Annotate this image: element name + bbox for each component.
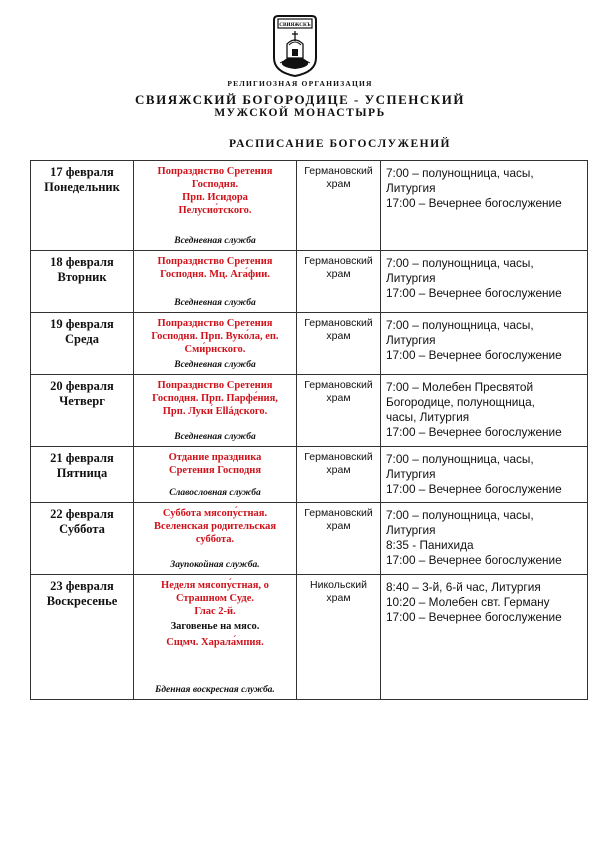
feast-line: Господня. Прп. Вуко́ла, еп. (151, 331, 279, 342)
service-type: Бденная воскресная служба. (155, 685, 275, 695)
org-label: РЕЛИГИОЗНАЯ ОРГАНИЗАЦИЯ (227, 79, 373, 88)
church-name: храм (326, 592, 351, 604)
day-weekday: Суббота (59, 522, 105, 536)
service-time: 17:00 – Вечернее богослужение (386, 196, 562, 210)
feast-line: Попразднство Сретения (157, 166, 273, 177)
church-name: Германовский (304, 317, 373, 329)
service-type: Заупокойная служба. (170, 560, 260, 570)
service-type: Вседневная служба (174, 298, 256, 308)
church-name: храм (326, 520, 351, 532)
day-weekday: Вторник (57, 270, 107, 284)
schedule-row (31, 375, 588, 447)
day-weekday: Четверг (59, 394, 105, 408)
feast-line: Сщмч. Харала́мпия. (166, 637, 264, 648)
feast-line: Попразднство Сретения (157, 256, 273, 267)
day-cell (31, 575, 134, 700)
schedule-row (31, 503, 588, 575)
schedule-title: РАСПИСАНИЕ БОГОСЛУЖЕНИЙ (229, 138, 451, 150)
service-time: 7:00 – полунощница, часы, (386, 452, 534, 466)
service-time: 7:00 – полунощница, часы, (386, 508, 534, 522)
service-time: 17:00 – Вечернее богослужение (386, 610, 562, 624)
logo-lettering: СВИЯЖСКЪ (279, 22, 311, 28)
feast-note: Заговенье на мясо. (170, 621, 260, 632)
feast-cell (134, 251, 297, 313)
church-name: Никольский (310, 579, 367, 591)
service-time: 17:00 – Вечернее богослужение (386, 482, 562, 496)
feast-cell (134, 161, 297, 251)
schedule-row (31, 575, 588, 700)
feast-cell (134, 447, 297, 503)
day-cell (31, 161, 134, 251)
feast-cell (134, 375, 297, 447)
day-date: 17 февраля (50, 165, 114, 179)
feast-line: Вселенская родительская (153, 521, 277, 532)
day-cell (31, 251, 134, 313)
feast-line: Отдание праздника (168, 452, 262, 463)
church-name: Германовский (304, 451, 373, 463)
schedule-row (31, 313, 588, 375)
times-cell (381, 447, 588, 503)
monastery-title-line2: МУЖСКОЙ МОНАСТЫРЬ (214, 107, 386, 119)
church-name: Германовский (304, 165, 373, 177)
church-name: храм (326, 268, 351, 280)
service-time: 7:00 – полунощница, часы, (386, 166, 534, 180)
feast-line: Неделя мясопу́стная, о (161, 580, 269, 591)
service-time: Литургия (386, 333, 436, 347)
feast-line: Страшном Суде. (175, 593, 255, 604)
feast-line: Попразднство Сретения (157, 380, 273, 391)
church-cell (297, 251, 381, 313)
service-type: Вседневная служба (174, 360, 256, 370)
monastery-emblem-icon (270, 14, 320, 78)
times-cell (381, 375, 588, 447)
feast-line: Глас 2-й. (194, 606, 236, 617)
day-weekday: Воскресенье (46, 594, 118, 608)
service-time: часы, Литургия (386, 410, 470, 424)
feast-line: Пелусио́тского. (178, 205, 252, 216)
church-cell (297, 447, 381, 503)
church-name: храм (326, 392, 351, 404)
church-cell (297, 575, 381, 700)
schedule-row (31, 447, 588, 503)
day-weekday: Среда (65, 332, 99, 346)
church-name: Германовский (304, 379, 373, 391)
church-name: храм (326, 464, 351, 476)
times-cell (381, 251, 588, 313)
service-type: Славословная служба (169, 488, 261, 498)
service-time: 7:00 – полунощница, часы, (386, 256, 534, 270)
church-name: храм (326, 330, 351, 342)
monastery-title-line1: СВИЯЖСКИЙ БОГОРОДИЦЕ - УСПЕНСКИЙ (135, 92, 465, 107)
feast-cell (134, 575, 297, 700)
day-cell (31, 313, 134, 375)
service-type: Вседневная служба (174, 432, 256, 442)
service-time: 7:00 – полунощница, часы, (386, 318, 534, 332)
church-name: храм (326, 178, 351, 190)
day-cell (31, 375, 134, 447)
service-time: 17:00 – Вечернее богослужение (386, 425, 562, 439)
feast-line: Прп. Исидора (182, 192, 248, 203)
church-cell (297, 313, 381, 375)
service-time: 7:00 – Молебен Пресвятой (386, 380, 534, 394)
times-cell (381, 161, 588, 251)
feast-line: Прп. Луки́ Elláдского. (162, 406, 268, 417)
feast-line: суббота. (195, 534, 235, 545)
feast-line: Господня. Прп. Парфе́ния, (152, 393, 278, 404)
times-cell (381, 575, 588, 700)
schedule-row (31, 161, 588, 251)
feast-line: Господня. (191, 179, 239, 190)
feast-line: Господня. Мц. Ага́фии. (160, 269, 270, 280)
feast-cell (134, 503, 297, 575)
feast-line: Попразднство Сретения (157, 318, 273, 329)
service-time: 10:20 – Молебен свт. Герману (386, 595, 550, 609)
service-time: 8:40 – 3-й, 6-й час, Литургия (386, 580, 541, 594)
service-type: Вседневная служба (174, 236, 256, 246)
monastery-logo (270, 14, 320, 78)
day-cell (31, 503, 134, 575)
service-time: 17:00 – Вечернее богослужение (386, 286, 562, 300)
day-date: 22 февраля (50, 507, 114, 521)
church-name: Германовский (304, 507, 373, 519)
feast-cell (134, 313, 297, 375)
church-cell (297, 503, 381, 575)
feast-line: Суббота мясопу́стная. (162, 508, 268, 519)
feast-line: Сми́рнского. (184, 344, 246, 355)
service-time: Богородице, полунощница, (386, 395, 535, 409)
day-date: 19 февраля (50, 317, 114, 331)
service-time: Литургия (386, 523, 436, 537)
service-time: Литургия (386, 181, 436, 195)
day-date: 23 февраля (50, 579, 114, 593)
times-cell (381, 503, 588, 575)
feast-line: Сретения Господня (168, 465, 261, 476)
church-cell (297, 161, 381, 251)
day-date: 21 февраля (50, 451, 114, 465)
service-time: 8:35 - Панихида (386, 538, 474, 552)
schedule-row (31, 251, 588, 313)
church-name: Германовский (304, 255, 373, 267)
day-weekday: Понедельник (44, 180, 120, 194)
schedule-table (30, 160, 588, 700)
day-weekday: Пятница (56, 466, 108, 480)
service-time: 17:00 – Вечернее богослужение (386, 348, 562, 362)
church-cell (297, 375, 381, 447)
day-date: 20 февраля (50, 379, 114, 393)
service-time: 17:00 – Вечернее богослужение (386, 553, 562, 567)
schedule-table-body (31, 161, 588, 700)
day-date: 18 февраля (50, 255, 114, 269)
day-cell (31, 447, 134, 503)
times-cell (381, 313, 588, 375)
service-time: Литургия (386, 271, 436, 285)
service-time: Литургия (386, 467, 436, 481)
